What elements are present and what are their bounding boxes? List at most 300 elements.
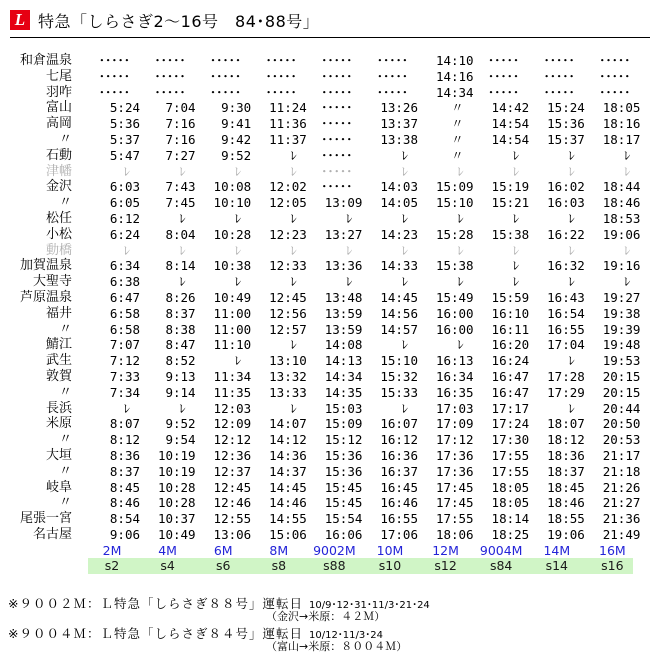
time-cell: 15:45 <box>324 479 363 495</box>
time-cell: ﾚ <box>512 274 520 290</box>
time-cell: 16:46 <box>380 495 418 511</box>
time-cell: ･････ <box>98 53 130 68</box>
time-cell: 14:12 <box>269 432 307 448</box>
time-cell: 14:36 <box>269 448 307 463</box>
time-cell: ･････ <box>321 68 353 84</box>
station-name: 松任 <box>45 211 72 226</box>
time-cell: 18:45 <box>547 479 585 495</box>
time-cell: 15:33 <box>380 384 418 400</box>
time-cell: 12:37 <box>213 463 252 479</box>
time-cell: ﾚ <box>512 258 520 274</box>
time-cell: 17:12 <box>435 432 474 448</box>
time-cell: 17:29 <box>547 384 585 400</box>
time-cell: ･････ <box>265 68 297 84</box>
time-cell: 14:08 <box>324 337 363 353</box>
time-cell: 13:32 <box>269 369 307 384</box>
time-cell: 19:16 <box>602 258 641 274</box>
time-cell: 7:16 <box>165 116 196 132</box>
time-cell: ﾚ <box>123 163 130 179</box>
time-cell: ･････ <box>265 53 297 68</box>
time-cell: 16:03 <box>547 195 585 211</box>
time-cell: ﾚ <box>568 242 575 258</box>
time-cell: 18:14 <box>491 511 530 527</box>
time-cell: 14:23 <box>380 226 418 242</box>
time-cell: 9:42 <box>221 132 252 147</box>
time-cell: 8:07 <box>109 416 140 432</box>
station-name: 金沢 <box>45 179 72 195</box>
time-cell: 21:17 <box>602 448 641 463</box>
station-name: 和倉温泉 <box>19 53 72 68</box>
time-cell: 〃 <box>451 116 464 132</box>
time-cell: 10:49 <box>213 290 252 305</box>
time-cell: 15:37 <box>547 132 585 147</box>
time-cell: ﾚ <box>346 274 353 290</box>
time-cell: ﾚ <box>401 274 408 290</box>
time-cell: 17:45 <box>435 495 474 511</box>
time-cell: 15:10 <box>380 353 418 369</box>
time-cell: 12:36 <box>213 448 252 463</box>
time-cell: 15:06 <box>269 527 307 542</box>
time-cell: ･････ <box>599 53 631 68</box>
time-cell: 12:45 <box>269 290 307 305</box>
time-cell: ﾚ <box>568 274 575 290</box>
time-cell: ﾚ <box>401 147 408 163</box>
time-cell: 16:43 <box>547 290 585 305</box>
time-cell: 11:00 <box>213 321 252 337</box>
time-cell: ﾚ <box>179 274 186 290</box>
time-cell: 12:03 <box>213 400 252 416</box>
time-cell: 9:06 <box>109 527 140 542</box>
time-cell: 13:06 <box>213 527 252 542</box>
time-cell: 7:43 <box>165 179 196 195</box>
note-9004m-text: ※９００４Ｍ：Ｌ特急「しらさぎ８４号」運転日 <box>8 626 303 641</box>
time-cell: 21:27 <box>602 495 641 511</box>
time-cell: 12:05 <box>269 195 307 211</box>
note-9004m-sub: （富山→米原：８００４Ｍ） <box>266 640 408 653</box>
time-cell: ･････ <box>321 147 353 163</box>
time-cell: 14:37 <box>269 463 307 479</box>
time-cell: 15:24 <box>547 100 585 116</box>
station-name: 〃 <box>58 495 72 511</box>
time-cell: ･････ <box>321 116 353 132</box>
time-cell: 17:55 <box>491 448 530 463</box>
time-cell: 8:36 <box>109 448 140 463</box>
train-code: s4 <box>160 557 175 573</box>
time-cell: 19:06 <box>547 527 585 542</box>
time-cell: ﾚ <box>346 211 353 226</box>
time-cell: 18:53 <box>602 211 641 226</box>
station-name: 〃 <box>58 432 72 448</box>
time-cell: 10:28 <box>157 495 196 511</box>
time-cell: 17:06 <box>380 527 418 542</box>
time-cell: 5:47 <box>109 147 140 163</box>
time-cell: 18:36 <box>547 448 585 463</box>
time-cell: 16:45 <box>380 479 418 495</box>
time-cell: ･････ <box>209 53 242 68</box>
time-cell: 12:33 <box>269 258 307 274</box>
time-cell: ･････ <box>376 53 408 68</box>
time-cell: ･････ <box>321 179 353 195</box>
time-cell: 17:09 <box>435 416 474 432</box>
time-cell: ﾚ <box>179 211 186 226</box>
time-cell: 9:54 <box>165 432 196 448</box>
station-name: 米原 <box>45 416 72 432</box>
time-cell: ･････ <box>487 68 520 84</box>
l-express-logo-icon: L <box>10 10 30 30</box>
note-9002m-text: ※９００２Ｍ：Ｌ特急「しらさぎ８８号」運転日 <box>8 596 303 611</box>
train-code: s8 <box>271 557 287 573</box>
time-cell: ﾚ <box>568 163 575 179</box>
time-cell: ﾚ <box>234 353 242 369</box>
time-cell: 6:58 <box>109 321 140 337</box>
time-cell: ﾚ <box>568 211 575 226</box>
time-cell: ﾚ <box>290 163 297 179</box>
time-cell: 〃 <box>451 147 464 163</box>
title-bar <box>10 8 319 32</box>
time-cell: 18:17 <box>602 132 641 147</box>
time-cell: 14:54 <box>491 132 530 147</box>
station-name: 石動 <box>45 147 72 163</box>
time-cell: ﾚ <box>457 242 464 258</box>
time-cell: 10:19 <box>157 463 196 479</box>
time-cell: 15:49 <box>435 290 474 305</box>
time-cell: 6:12 <box>109 211 140 226</box>
time-cell: ･････ <box>376 84 408 100</box>
time-cell: ﾚ <box>290 211 297 226</box>
time-cell: 18:16 <box>602 116 641 132</box>
time-cell: 15:09 <box>324 416 363 432</box>
station-name: 尾張一宮 <box>19 511 72 527</box>
time-cell: 9:14 <box>165 384 196 400</box>
train-code: s2 <box>104 557 120 573</box>
time-cell: ﾚ <box>512 163 520 179</box>
time-cell: ･････ <box>543 68 575 84</box>
time-cell: ･････ <box>321 53 353 68</box>
title-divider <box>10 37 650 38</box>
train-number: 9002M <box>313 542 356 558</box>
time-cell: 18:44 <box>602 179 641 195</box>
time-cell: ﾚ <box>290 274 297 290</box>
time-cell: ﾚ <box>290 242 297 258</box>
time-cell: ･････ <box>487 53 520 68</box>
time-cell: ﾚ <box>401 211 408 226</box>
station-name: 羽咋 <box>45 84 72 100</box>
time-cell: 7:04 <box>165 100 196 116</box>
time-cell: ･････ <box>543 84 575 100</box>
time-cell: ﾚ <box>624 163 631 179</box>
time-cell: ﾚ <box>179 242 186 258</box>
station-name: 〃 <box>58 384 72 400</box>
station-name: 小松 <box>45 226 72 242</box>
time-cell: 16:37 <box>380 463 418 479</box>
time-cell: ﾚ <box>346 242 353 258</box>
time-cell: 11:24 <box>269 100 307 116</box>
time-cell: 8:37 <box>165 305 196 321</box>
time-cell: 14:03 <box>380 179 418 195</box>
time-cell: 6:03 <box>109 179 140 195</box>
time-cell: ･････ <box>543 53 575 68</box>
time-cell: ﾚ <box>457 274 464 290</box>
time-cell: 15:10 <box>435 195 474 211</box>
station-name: 〃 <box>58 132 72 147</box>
time-cell: 7:45 <box>165 195 196 211</box>
time-cell: 16:06 <box>324 527 363 542</box>
time-cell: 16:55 <box>380 511 418 527</box>
time-cell: 6:58 <box>109 305 140 321</box>
time-cell: 8:26 <box>165 290 196 305</box>
time-cell: 16:11 <box>491 321 530 337</box>
time-cell: 8:47 <box>165 337 196 353</box>
time-cell: 〃 <box>451 132 464 147</box>
train-number: 8M <box>269 542 289 558</box>
time-cell: 11:10 <box>213 337 252 353</box>
time-cell: 14:45 <box>269 479 307 495</box>
time-cell: 21:26 <box>602 479 641 495</box>
time-cell: 12:45 <box>213 479 252 495</box>
time-cell: ﾚ <box>234 211 242 226</box>
time-cell: ･････ <box>321 100 353 116</box>
time-cell: ﾚ <box>234 242 242 258</box>
time-cell: 17:30 <box>491 432 530 448</box>
time-cell: 16:54 <box>547 305 585 321</box>
time-cell: 10:10 <box>213 195 252 211</box>
time-cell: 18:25 <box>491 527 530 542</box>
time-cell: 11:37 <box>269 132 307 147</box>
time-cell: 6:24 <box>109 226 140 242</box>
time-cell: 9:52 <box>221 147 252 163</box>
time-cell: 8:46 <box>109 495 140 511</box>
time-cell: 14:46 <box>269 495 307 511</box>
time-cell: 17:28 <box>547 369 585 384</box>
time-cell: ﾚ <box>290 400 297 416</box>
time-cell: 5:24 <box>109 100 140 116</box>
time-cell: 6:05 <box>109 195 140 211</box>
time-cell: 8:14 <box>165 258 196 274</box>
time-cell: ﾚ <box>290 147 297 163</box>
time-cell: 14:55 <box>269 511 307 527</box>
time-cell: 10:49 <box>157 527 196 542</box>
time-cell: 16:47 <box>491 384 530 400</box>
time-cell: 16:34 <box>435 369 474 384</box>
time-cell: 13:59 <box>324 321 363 337</box>
time-cell: 16:12 <box>380 432 418 448</box>
time-cell: 17:17 <box>491 400 530 416</box>
time-cell: 13:37 <box>380 116 418 132</box>
time-cell: 14:56 <box>380 305 418 321</box>
time-cell: 16:13 <box>435 353 474 369</box>
time-cell: ﾚ <box>401 400 408 416</box>
time-cell: 20:50 <box>602 416 641 432</box>
time-cell: ･････ <box>209 84 242 100</box>
time-cell: 19:38 <box>602 305 641 321</box>
note-9002m-sub: （金沢→米原：４２Ｍ） <box>266 610 386 623</box>
time-cell: 11:36 <box>269 116 307 132</box>
time-cell: 14:10 <box>435 53 474 68</box>
time-cell: 10:19 <box>157 448 196 463</box>
time-cell: 20:15 <box>602 369 641 384</box>
time-cell: ･････ <box>321 163 353 179</box>
time-cell: ﾚ <box>234 163 242 179</box>
time-cell: 16:32 <box>547 258 585 274</box>
time-cell: 15:09 <box>435 179 474 195</box>
train-number: 2M <box>102 542 122 558</box>
time-cell: 16:55 <box>547 321 585 337</box>
time-cell: 21:18 <box>602 463 641 479</box>
time-cell: 16:47 <box>491 369 530 384</box>
time-cell: 14:33 <box>380 258 418 274</box>
time-cell: 10:38 <box>213 258 252 274</box>
time-cell: 19:48 <box>602 337 641 353</box>
time-cell: 12:46 <box>213 495 252 511</box>
train-code: s16 <box>601 557 624 573</box>
time-cell: 7:34 <box>109 384 140 400</box>
time-cell: 15:45 <box>324 495 363 511</box>
time-cell: 17:24 <box>491 416 530 432</box>
time-cell: ﾚ <box>512 211 520 226</box>
time-cell: 12:02 <box>269 179 307 195</box>
time-cell: 10:37 <box>157 511 196 527</box>
station-name: 加賀温泉 <box>19 258 72 274</box>
time-cell: ﾚ <box>568 147 575 163</box>
time-cell: ･････ <box>98 84 130 100</box>
time-cell: 13:48 <box>324 290 363 305</box>
note-9002m-dates: 10/9･12･31･11/3･21･24 <box>308 600 430 611</box>
time-cell: ﾚ <box>401 337 408 353</box>
page-title: 特急「しらさぎ2〜16号 84･88号」 <box>38 11 320 31</box>
time-cell: 14:07 <box>269 416 307 432</box>
time-cell: 15:12 <box>324 432 363 448</box>
train-number: 10M <box>376 542 404 558</box>
time-cell: 18:12 <box>547 432 585 448</box>
station-name: 長浜 <box>45 400 72 416</box>
time-cell: 13:27 <box>324 226 363 242</box>
time-cell: 11:00 <box>213 305 252 321</box>
time-cell: 19:06 <box>602 226 641 242</box>
time-cell: ･････ <box>376 68 408 84</box>
time-cell: 18:05 <box>491 495 530 511</box>
time-cell: 8:38 <box>165 321 196 337</box>
time-cell: ･････ <box>487 84 520 100</box>
time-cell: 8:04 <box>165 226 196 242</box>
time-cell: 21:49 <box>602 527 641 542</box>
time-cell: 18:46 <box>602 195 641 211</box>
station-name: 〃 <box>58 463 72 479</box>
station-name: 大垣 <box>45 448 72 463</box>
time-cell: 7:12 <box>109 353 140 369</box>
time-cell: ･････ <box>98 68 130 84</box>
time-cell: 15:38 <box>435 258 474 274</box>
time-cell: ･････ <box>599 68 631 84</box>
time-cell: 7:27 <box>165 147 196 163</box>
time-cell: 5:36 <box>109 116 140 132</box>
time-cell: 11:35 <box>213 384 252 400</box>
time-cell: 20:44 <box>602 400 641 416</box>
note-9004m-dates: 10/12･11/3･24 <box>308 630 383 641</box>
time-cell: 14:57 <box>380 321 418 337</box>
time-cell: 12:55 <box>213 511 252 527</box>
station-name: 大聖寺 <box>32 274 72 290</box>
time-cell: 14:13 <box>324 353 363 369</box>
station-name: 動橋 <box>45 242 72 258</box>
time-cell: 18:05 <box>602 100 641 116</box>
time-cell: ﾚ <box>401 242 408 258</box>
time-cell: 8:12 <box>109 432 140 448</box>
time-cell: 16:02 <box>547 179 585 195</box>
station-name: 武生 <box>45 353 72 369</box>
time-cell: ﾚ <box>234 274 242 290</box>
time-cell: 7:16 <box>165 132 196 147</box>
time-cell: 12:09 <box>213 416 252 432</box>
time-cell: 6:47 <box>109 290 140 305</box>
time-cell: 20:53 <box>602 432 641 448</box>
time-cell: 〃 <box>451 100 464 116</box>
time-cell: ･････ <box>321 84 353 100</box>
train-code: s84 <box>489 557 513 573</box>
time-cell: 15:36 <box>547 116 585 132</box>
time-cell: ･････ <box>265 84 297 100</box>
station-name: 高岡 <box>45 116 72 132</box>
time-cell: 17:36 <box>435 463 474 479</box>
time-cell: 18:37 <box>547 463 585 479</box>
time-cell: 13:38 <box>380 132 418 147</box>
time-cell: 15:36 <box>324 463 363 479</box>
time-cell: 14:35 <box>324 384 363 400</box>
time-cell: 5:37 <box>109 132 140 147</box>
time-cell: 15:36 <box>324 448 363 463</box>
time-cell: 13:10 <box>269 353 307 369</box>
time-cell: 9:52 <box>165 416 196 432</box>
time-cell: ﾚ <box>457 211 464 226</box>
time-cell: 15:32 <box>380 369 418 384</box>
station-name: 〃 <box>58 195 72 211</box>
time-cell: 9:13 <box>165 369 196 384</box>
time-cell: 9:30 <box>221 100 252 116</box>
time-cell: 16:00 <box>435 321 474 337</box>
time-cell: 8:37 <box>109 463 140 479</box>
time-cell: 8:52 <box>165 353 196 369</box>
station-name: 福井 <box>45 305 72 321</box>
time-cell: 18:55 <box>547 511 585 527</box>
train-code: s14 <box>545 557 568 573</box>
time-cell: 12:56 <box>269 305 307 321</box>
time-cell: ﾚ <box>512 147 520 163</box>
time-cell: ﾚ <box>568 353 575 369</box>
station-name: 芦原温泉 <box>19 290 72 305</box>
time-cell: 19:53 <box>602 353 641 369</box>
time-cell: 12:12 <box>213 432 252 448</box>
time-cell: 13:33 <box>269 384 307 400</box>
time-cell: 15:54 <box>324 511 363 527</box>
time-cell: 16:35 <box>435 384 474 400</box>
time-cell: 20:15 <box>602 384 641 400</box>
time-cell: 17:45 <box>435 479 474 495</box>
time-cell: ﾚ <box>512 242 520 258</box>
time-cell: 14:05 <box>380 195 418 211</box>
station-name: 富山 <box>45 100 72 116</box>
time-cell: 16:07 <box>380 416 418 432</box>
station-name: 岐阜 <box>45 479 72 495</box>
time-cell: ﾚ <box>123 400 130 416</box>
time-cell: 10:28 <box>157 479 196 495</box>
time-cell: 10:28 <box>213 226 252 242</box>
train-number: 12M <box>432 542 459 558</box>
station-name: 鯖江 <box>45 337 72 353</box>
time-cell: 16:20 <box>491 337 530 353</box>
time-cell: 14:16 <box>435 68 474 84</box>
train-number: 14M <box>543 542 571 558</box>
time-cell: 17:55 <box>435 511 474 527</box>
time-cell: 17:03 <box>435 400 474 416</box>
